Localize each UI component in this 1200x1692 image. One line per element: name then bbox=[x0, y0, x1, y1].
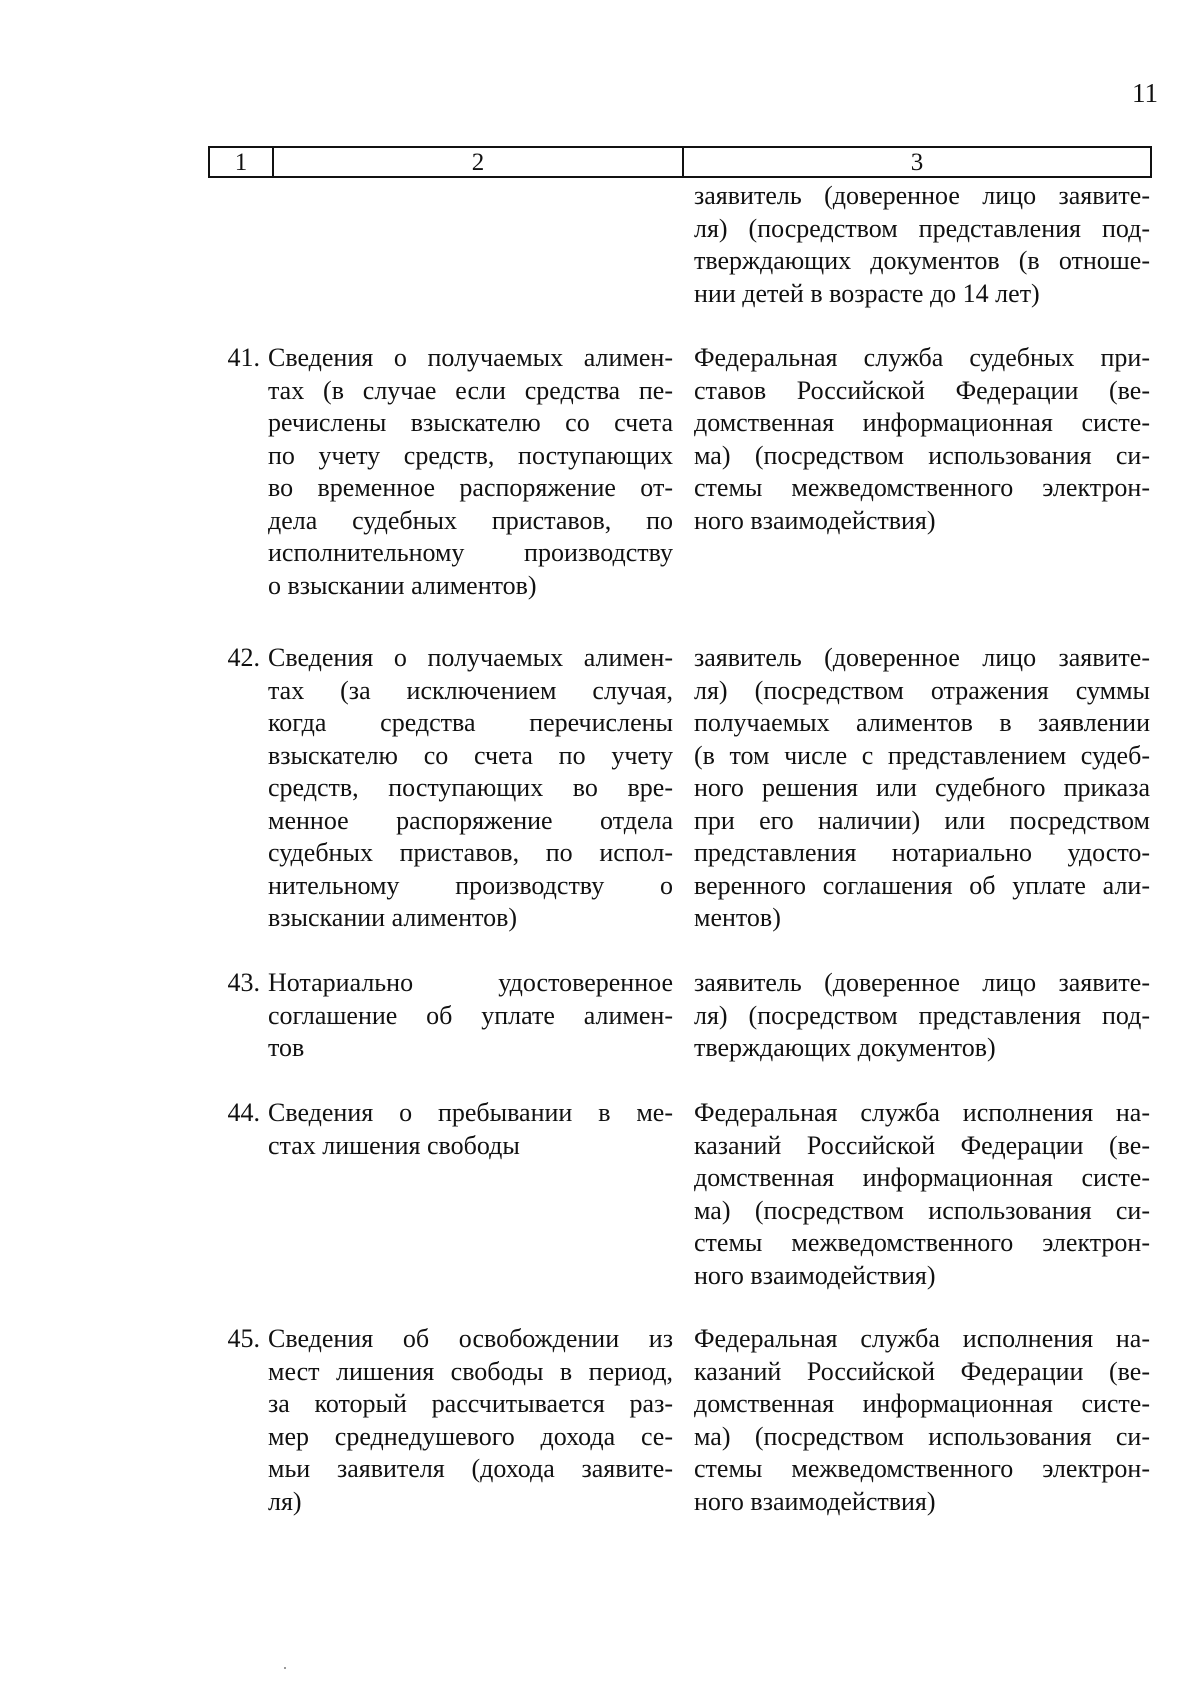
text-line: веренного соглашения об уплате али- bbox=[694, 870, 1150, 900]
row-number: 41. bbox=[227, 343, 260, 372]
text-line: ля) (посредством представления под- bbox=[694, 213, 1150, 243]
text-line: домственная информационная систе- bbox=[694, 408, 1150, 437]
text-line: представления нотариально удосто- bbox=[694, 838, 1150, 867]
text-line: Сведения об освобождении из bbox=[268, 1324, 673, 1353]
text-line: соглашение об уплате алимен- bbox=[268, 1000, 673, 1030]
text-line: мьи заявителя (дохода заявите- bbox=[268, 1454, 673, 1483]
text-line: судебных приставов, по испол- bbox=[268, 838, 673, 867]
text-line: взыскании алиментов) bbox=[268, 903, 518, 932]
text-line: исполнительному производству bbox=[268, 538, 673, 567]
text-line: домственная информационная систе- bbox=[694, 1163, 1150, 1192]
text-line: дела судебных приставов, по bbox=[268, 505, 673, 535]
source-cell bbox=[694, 1097, 1150, 1292]
text-line: ного взаимодействия) bbox=[694, 1486, 936, 1516]
text-line: получаемых алиментов в заявлении bbox=[694, 708, 1150, 737]
text-line: заявитель (доверенное лицо заявите- bbox=[694, 643, 1150, 672]
text-line: ного решения или судебного приказа bbox=[694, 773, 1150, 802]
source-cell bbox=[694, 967, 1150, 1065]
document-cell bbox=[268, 642, 673, 935]
text-line: ля) bbox=[268, 1486, 302, 1516]
text-line: при его наличии) или посредством bbox=[694, 805, 1150, 835]
document-cell bbox=[268, 1097, 673, 1162]
text-line: заявитель (доверенное лицо заявите- bbox=[694, 181, 1150, 210]
text-line: речислены взыскателю со счета bbox=[268, 408, 673, 437]
row-number: 43. bbox=[227, 968, 260, 997]
text-line: во временное распоряжение от- bbox=[268, 473, 673, 502]
text-line: Сведения о получаемых алимен- bbox=[268, 643, 673, 672]
column-header-row bbox=[208, 146, 1152, 178]
source-cell bbox=[694, 642, 1150, 935]
text-line: нительному производству о bbox=[268, 870, 673, 900]
text-line: Сведения о получаемых алимен- bbox=[268, 343, 673, 372]
text-line: тверждающих документов) bbox=[694, 1033, 996, 1062]
text-line: Федеральная служба исполнения на- bbox=[694, 1324, 1150, 1353]
text-line: ма) (посредством использования си- bbox=[694, 1195, 1150, 1225]
text-line: стах лишения свободы bbox=[268, 1130, 520, 1160]
page-number: 11 bbox=[1132, 78, 1158, 108]
text-line: взыскателю со счета по учету bbox=[268, 740, 673, 770]
text-line: казаний Российской Федерации (ве- bbox=[694, 1356, 1150, 1386]
source-cell bbox=[694, 180, 1150, 310]
document-cell bbox=[268, 1323, 673, 1518]
text-line: ля) (посредством представления под- bbox=[694, 1000, 1150, 1030]
text-line: ного взаимодействия) bbox=[694, 1260, 936, 1290]
text-line: домственная информационная систе- bbox=[694, 1389, 1150, 1418]
text-line: ма) (посредством использования си- bbox=[694, 440, 1150, 470]
row-number: 44. bbox=[227, 1098, 260, 1127]
text-line: тов bbox=[268, 1033, 305, 1062]
text-line: Федеральная служба исполнения на- bbox=[694, 1098, 1150, 1127]
text-line: тах (в случае если средства пе- bbox=[268, 375, 673, 405]
text-line: менное распоряжение отдела bbox=[268, 805, 673, 835]
text-line: когда средства перечислены bbox=[268, 708, 673, 737]
text-line: ля) (посредством отражения суммы bbox=[694, 675, 1150, 705]
text-line: Нотариально удостоверенное bbox=[268, 968, 673, 997]
column-header-3: 3 bbox=[910, 149, 924, 176]
text-line: мест лишения свободы в период, bbox=[268, 1356, 673, 1386]
text-line: тверждающих документов (в отноше- bbox=[694, 246, 1150, 275]
text-line: о взыскании алиментов) bbox=[268, 570, 537, 600]
text-line: по учету средств, поступающих bbox=[268, 440, 673, 470]
text-line: ного взаимодействия) bbox=[694, 505, 936, 535]
text-line: ма) (посредством использования си- bbox=[694, 1421, 1150, 1451]
document-cell bbox=[268, 967, 673, 1065]
text-line: казаний Российской Федерации (ве- bbox=[694, 1130, 1150, 1160]
source-cell bbox=[694, 342, 1150, 537]
text-line: стемы межведомственного электрон- bbox=[694, 473, 1150, 502]
column-header-2: 2 bbox=[274, 148, 684, 176]
text-line: мер среднедушевого дохода се- bbox=[268, 1421, 673, 1451]
row-number: 42. bbox=[227, 643, 260, 672]
row-number: 45. bbox=[227, 1324, 260, 1353]
text-line: за который рассчитывается раз- bbox=[268, 1389, 673, 1418]
text-line: Федеральная служба судебных при- bbox=[694, 343, 1150, 372]
text-line: нии детей в возрасте до 14 лет) bbox=[694, 278, 1040, 308]
text-line: ставов Российской Федерации (ве- bbox=[694, 375, 1150, 405]
text-line: стемы межведомственного электрон- bbox=[694, 1454, 1150, 1483]
text-line: Сведения о пребывании в ме- bbox=[268, 1098, 673, 1127]
document-cell bbox=[268, 342, 673, 602]
text-line: ментов) bbox=[694, 903, 781, 932]
text-line: стемы межведомственного электрон- bbox=[694, 1228, 1150, 1257]
source-cell bbox=[694, 1323, 1150, 1518]
text-line: тах (за исключением случая, bbox=[268, 675, 673, 705]
column-header-1: 1 bbox=[210, 148, 274, 176]
scan-speck bbox=[284, 1667, 286, 1669]
text-line: заявитель (доверенное лицо заявите- bbox=[694, 968, 1150, 997]
text-line: (в том числе с представлением судеб- bbox=[694, 740, 1150, 770]
text-line: средств, поступающих во вре- bbox=[268, 773, 673, 802]
